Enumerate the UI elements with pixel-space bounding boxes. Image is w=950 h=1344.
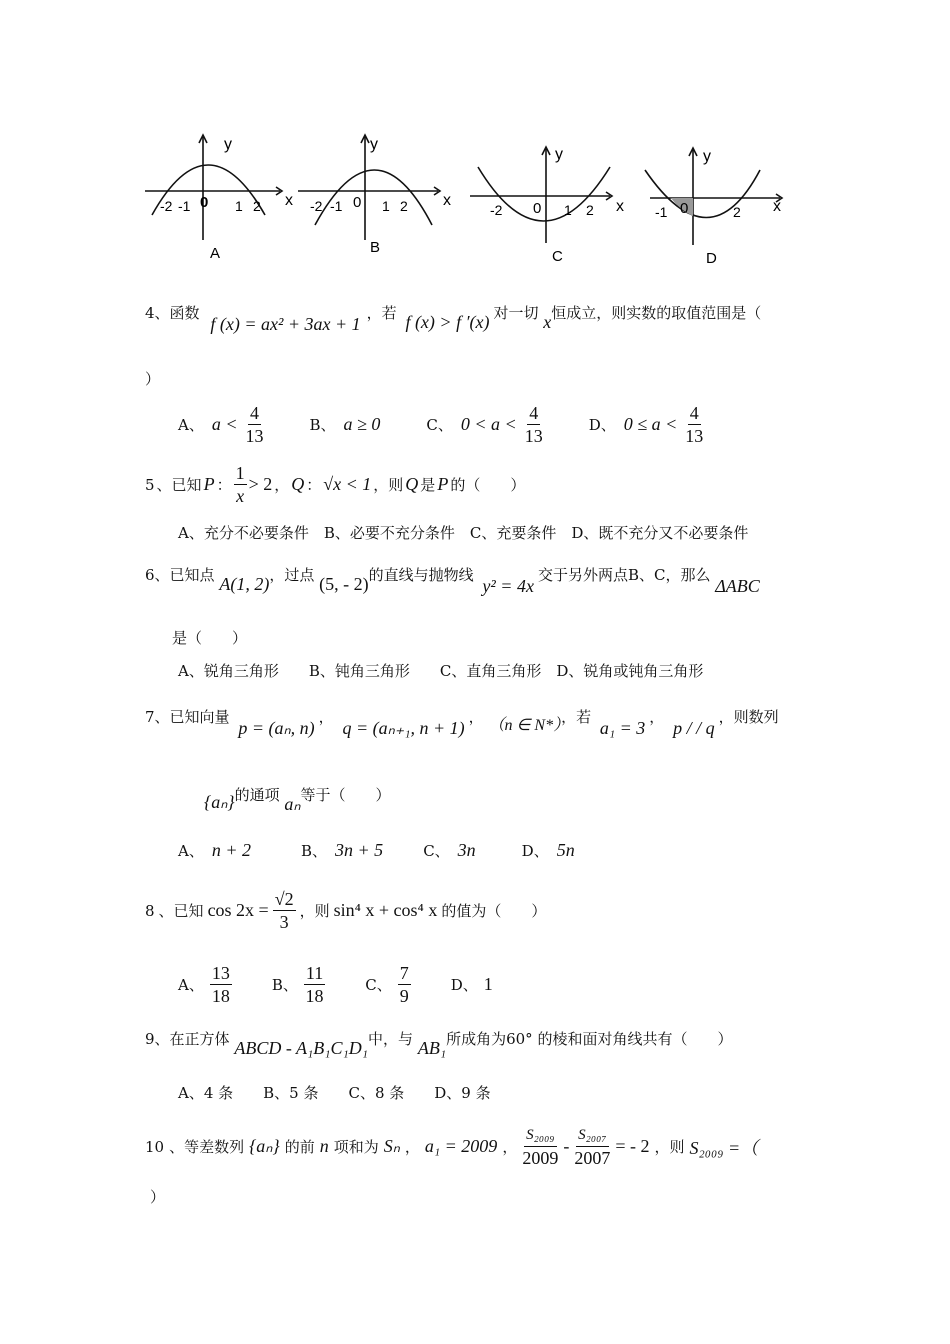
- text: ，过点: [269, 566, 315, 584]
- tick: 0: [533, 200, 542, 217]
- formula: 3n: [457, 840, 476, 860]
- option-label: C、: [423, 842, 450, 860]
- question-number: 5: [145, 475, 155, 494]
- formula: -: [563, 1136, 570, 1156]
- option-label: D、: [450, 976, 478, 994]
- formula: （n ∈ N*）: [488, 717, 562, 734]
- text: ，则: [654, 1138, 685, 1156]
- text: 的（ ）: [450, 476, 526, 494]
- formula: ABCD - A₁B₁C₁D₁: [234, 1038, 369, 1058]
- graph-b-x: x: [443, 192, 451, 209]
- option-label: D、: [588, 416, 616, 434]
- numerator: √2: [274, 889, 294, 909]
- graph-a: [145, 135, 282, 240]
- tick: -1: [178, 198, 191, 214]
- text: ，: [502, 1138, 518, 1156]
- text: 、等差数列: [169, 1138, 245, 1156]
- denominator: 13: [245, 426, 264, 446]
- denominator: 2007: [574, 1148, 611, 1168]
- text: 项和为: [333, 1138, 379, 1156]
- formula: x: [543, 312, 552, 332]
- formula: cos 2x =: [207, 900, 269, 920]
- formula: a₁ = 2009: [424, 1136, 498, 1156]
- formula: P: [203, 474, 215, 494]
- text: 等于（ ）: [300, 786, 391, 804]
- option-label: B、: [301, 842, 328, 860]
- text: 的直线与抛物线: [368, 566, 474, 584]
- formula: a₁ = 3: [599, 718, 646, 738]
- text: 、已知: [158, 902, 204, 920]
- q7-stem-cont: [204, 784, 391, 814]
- formula: S₂₀₀₉ =（: [689, 1137, 759, 1158]
- q6-stem-cont: 是（ ）: [172, 629, 248, 647]
- question-number: 8: [145, 901, 155, 920]
- graph-row: [140, 125, 800, 275]
- formula: Sₙ: [383, 1136, 400, 1156]
- formula: n + 2: [211, 840, 251, 860]
- text: ，: [649, 708, 665, 726]
- formula: (5, - 2): [319, 574, 369, 594]
- graph-c-label: C: [552, 248, 563, 265]
- text: 、已知: [156, 476, 202, 494]
- formula: aₙ: [284, 794, 301, 814]
- question-number: 4: [145, 304, 155, 322]
- formula: a ≥ 0: [343, 414, 381, 434]
- numerator: 1: [235, 463, 245, 483]
- graph-a-y: y: [224, 136, 232, 153]
- formula: n: [319, 1136, 329, 1156]
- text: ，若: [561, 708, 592, 726]
- question-number: 7: [145, 708, 155, 726]
- denominator: x: [236, 486, 245, 506]
- option-label: D、: [521, 842, 549, 860]
- q7-options: [178, 840, 575, 861]
- text: 的前: [284, 1138, 315, 1156]
- formula: p = (aₙ, n): [238, 718, 315, 738]
- graph-b-y: y: [370, 136, 378, 153]
- denominator: 13: [524, 426, 543, 446]
- numerator: 11: [305, 963, 324, 983]
- formula: 0 < a <: [460, 414, 517, 434]
- formula: a <: [211, 414, 238, 434]
- fraction: [525, 402, 543, 447]
- formula: f (x) = ax² + 3ax + 1: [210, 314, 361, 334]
- tick: 2: [733, 204, 741, 220]
- formula: {aₙ}: [204, 792, 235, 812]
- tick: 0: [680, 200, 689, 217]
- numerator: S₂₀₀₇: [576, 1124, 608, 1147]
- q7-stem: [145, 704, 779, 738]
- fraction: [304, 962, 325, 1007]
- q10-stem: [145, 1124, 758, 1169]
- formula: P: [437, 474, 449, 494]
- denominator: 2009: [522, 1148, 559, 1168]
- fraction: [246, 402, 264, 447]
- q10-close: ）: [150, 1188, 166, 1206]
- option-label: B、: [271, 976, 298, 994]
- tick: 2: [586, 202, 594, 218]
- formula: ΔABC: [715, 576, 760, 596]
- q4-options: [178, 402, 703, 447]
- numerator: 4: [529, 403, 539, 423]
- option-label: A、: [178, 976, 204, 994]
- q6-options: A、锐角三角形 B、钝角三角形 C、直角三角形 D、锐角或钝角三角形: [178, 662, 704, 680]
- formula: = - 2: [615, 1136, 650, 1156]
- option-label: C、: [365, 976, 392, 994]
- text: ，若: [366, 304, 397, 322]
- graph-a-label: A: [210, 245, 221, 262]
- formula: Q: [405, 474, 419, 494]
- text: ，: [318, 708, 334, 726]
- fraction: [273, 888, 296, 933]
- tick: 2: [253, 198, 261, 214]
- fraction: [574, 1124, 610, 1169]
- text: 的通项: [234, 786, 280, 804]
- formula: y² = 4x: [482, 576, 534, 596]
- question-number: 6: [145, 566, 155, 584]
- formula: Q: [291, 474, 305, 494]
- text: 中，与: [368, 1030, 414, 1048]
- tick: -2: [310, 198, 323, 214]
- text: ，则数列: [718, 708, 779, 726]
- tick: -1: [330, 198, 343, 214]
- q8-stem: [145, 888, 546, 933]
- q4-stem: [145, 302, 762, 334]
- tick: 2: [400, 198, 408, 214]
- tick: -1: [655, 204, 668, 220]
- denominator: 13: [685, 426, 704, 446]
- graph-b-label: B: [370, 239, 381, 256]
- graph-c-y: y: [555, 146, 563, 163]
- numerator: 7: [399, 963, 409, 983]
- tick: 1: [235, 198, 243, 214]
- numerator: S₂₀₀₉: [524, 1124, 556, 1147]
- text: 是: [420, 476, 436, 494]
- graph-a-x: x: [285, 192, 293, 209]
- text: 、已知点: [154, 566, 215, 584]
- q5-stem: [145, 462, 525, 507]
- tick: 0: [353, 194, 362, 211]
- formula: p / / q: [673, 718, 715, 738]
- formula: A(1, 2): [219, 574, 270, 594]
- denominator: 18: [305, 986, 324, 1006]
- numerator: 4: [689, 403, 699, 423]
- text: 、在正方体: [154, 1030, 230, 1048]
- graph-c-x: x: [616, 198, 624, 215]
- formula: √x < 1: [323, 474, 372, 494]
- formula: f (x) > f ′(x): [405, 312, 490, 332]
- numerator: 13: [211, 963, 230, 983]
- q9-options: A、4 条 B、5 条 C、8 条 D、9 条: [178, 1084, 491, 1102]
- q9-stem: [145, 1028, 733, 1058]
- text: 的值为（ ）: [441, 902, 547, 920]
- denominator: 9: [399, 986, 409, 1006]
- tick: 0: [200, 194, 209, 211]
- graph-d-y: y: [703, 148, 711, 165]
- text: ，则: [373, 476, 404, 494]
- text: 、已知向量: [154, 708, 230, 726]
- text: ：: [306, 476, 322, 494]
- fraction: [398, 962, 411, 1007]
- formula: 0 ≤ a <: [623, 414, 678, 434]
- option-label: B、: [309, 416, 336, 434]
- text: 、函数: [154, 304, 200, 322]
- text: ，: [468, 708, 484, 726]
- tick: -2: [490, 202, 503, 218]
- tick: -2: [160, 198, 173, 214]
- graph-b: [298, 135, 440, 240]
- q8-options: [178, 962, 493, 1007]
- text: ，则: [299, 902, 330, 920]
- formula: sin⁴ x + cos⁴ x: [333, 900, 438, 920]
- text: 所成角为60° 的棱和面对角线共有（ ）: [446, 1030, 733, 1048]
- formula: 5n: [556, 840, 575, 860]
- fraction: [234, 462, 247, 507]
- formula: q = (aₙ₊₁, n + 1): [342, 718, 465, 738]
- graph-c: [470, 147, 612, 243]
- option-label: A、: [178, 842, 204, 860]
- graph-d-x: x: [773, 198, 781, 215]
- text: ，: [404, 1138, 420, 1156]
- formula: > 2: [248, 474, 273, 494]
- q6-stem: [145, 564, 760, 596]
- formula: {aₙ}: [249, 1136, 280, 1156]
- formula: AB₁: [417, 1038, 447, 1058]
- numerator: 4: [250, 403, 259, 423]
- text: ：: [216, 476, 232, 494]
- formula: 3n + 5: [335, 840, 384, 860]
- fraction: [685, 402, 703, 447]
- graph-d-label: D: [706, 250, 717, 267]
- tick: 1: [564, 202, 572, 218]
- text: 对一切: [493, 304, 539, 322]
- text: ，: [274, 476, 290, 494]
- text: 交于另外两点B、C，那么: [537, 566, 711, 584]
- q5-options: A、充分不必要条件 B、必要不充分条件 C、充要条件 D、既不充分又不必要条件: [178, 524, 749, 542]
- fraction: [210, 962, 232, 1007]
- question-number: 9: [145, 1030, 155, 1048]
- question-number: 10: [145, 1137, 165, 1156]
- tick: 1: [382, 198, 390, 214]
- option-label: C、: [426, 416, 453, 434]
- graph-d: [645, 148, 782, 245]
- formula: 1: [483, 974, 493, 994]
- denominator: 3: [279, 912, 289, 932]
- option-label: A、: [178, 416, 204, 434]
- graphs-svg: [140, 125, 800, 275]
- fraction: [522, 1124, 558, 1169]
- denominator: 18: [211, 986, 230, 1006]
- q4-close: ）: [145, 370, 161, 388]
- text: 恒成立，则实数的取值范围是（: [551, 304, 762, 322]
